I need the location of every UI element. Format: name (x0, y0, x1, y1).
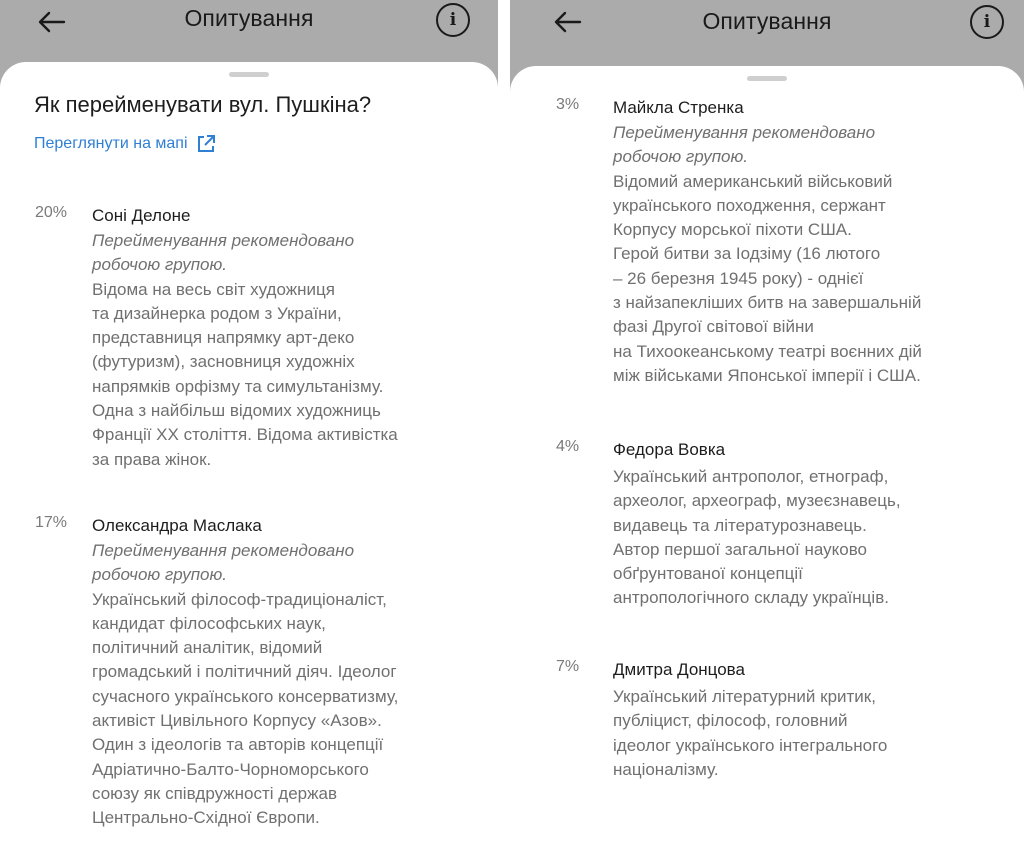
page-title: Опитування (702, 8, 832, 34)
recommended-note: Перейменування рекомендовано (92, 541, 355, 560)
option-percent: 4% (556, 438, 580, 455)
poll-screen-left (0, 0, 498, 865)
description-line: та дизайнерка родом з України, (92, 303, 342, 323)
option-percent: 17% (35, 514, 68, 531)
sheet-handle[interactable] (229, 72, 269, 77)
description-line: обґрунтованої концепції (613, 564, 803, 584)
bottom-sheet (0, 62, 498, 865)
description-line: українського походження, сержант (613, 195, 886, 215)
description-line: Центрально-Східної Європи. (92, 808, 320, 828)
option-name: Федора Вовка (613, 440, 726, 459)
description-line: на Тихоокеанському театрі воєнних дій (613, 341, 922, 361)
description-line: Український філософ-традиціоналіст, (92, 589, 387, 609)
external-link-icon (196, 134, 216, 154)
info-icon: i (983, 12, 991, 32)
option-name: Соні Делоне (92, 206, 191, 225)
page-title: Опитування (184, 5, 314, 31)
option-description (613, 685, 1010, 782)
description-line: фазі Другої світової війни (613, 317, 814, 337)
view-on-map-label: Переглянути на мапі (34, 135, 188, 152)
description-line: Герой битви за Іодзіму (16 лютого (613, 244, 881, 264)
bottom-sheet (510, 66, 1024, 865)
description-line: напрямків орфізму та симультанізму. (92, 376, 384, 396)
recommended-note: робочою групою. (613, 147, 749, 167)
option-name: Дмитра Донцова (613, 660, 745, 679)
recommended-note: робочою групою. (92, 565, 228, 585)
option-description (92, 229, 484, 472)
recommended-note: Перейменування рекомендовано (92, 231, 355, 250)
description-line: Український літературний критик, (613, 687, 876, 706)
info-icon: i (449, 10, 457, 30)
option-percent: 3% (556, 96, 580, 113)
recommended-note: робочою групою. (92, 255, 228, 275)
description-line: публіцист, філософ, головний (613, 711, 848, 731)
app-bar (510, 0, 1024, 60)
option-percent: 20% (35, 204, 68, 221)
description-line: націоналізму. (613, 759, 719, 779)
description-line: союзу як співдружності держав (92, 783, 337, 803)
sheet-handle[interactable] (747, 76, 787, 81)
option-description (92, 539, 484, 831)
option-description (613, 465, 1010, 611)
info-button[interactable] (436, 3, 470, 37)
description-line: політичний аналітик, відомий (92, 638, 323, 658)
description-line: Одна з найбільш відомих художниць (92, 401, 381, 421)
description-line: Відомий американський військовий (613, 171, 893, 191)
description-line: громадський і політичний діяч. Ідеолог (92, 662, 397, 682)
description-line: з найзапекліших битв на завершальній (613, 293, 922, 313)
description-line: представниця напрямку арт-деко (92, 328, 355, 348)
description-line: сучасного українського консерватизму, (92, 686, 399, 706)
description-line: Один з ідеологів та авторів концепції (92, 735, 384, 755)
description-line: ідеолог українського інтегрального (613, 735, 888, 755)
description-line: активіст Цивільного Корпусу «Азов». (92, 711, 382, 731)
description-line: Автор першої загальної науково (613, 539, 868, 559)
poll-screen-right (510, 0, 1024, 865)
option-percent: 7% (556, 658, 580, 675)
description-line: Адріатично-Балто-Чорноморського (92, 759, 369, 779)
description-line: антропологічного складу українців. (613, 588, 889, 608)
option-description (613, 121, 1010, 388)
app-bar (0, 0, 498, 60)
description-line: Український антрополог, етнограф, (613, 467, 889, 486)
info-button[interactable] (970, 5, 1004, 39)
description-line: Відома на весь світ художниця (92, 279, 335, 299)
option-name: Олександра Маслака (92, 516, 262, 535)
view-on-map-link[interactable] (34, 134, 216, 154)
description-line: археолог, археограф, музеєзнавець, (613, 491, 901, 511)
description-line: за права жінок. (92, 449, 212, 469)
description-line: (футуризм), засновниця художніх (92, 352, 355, 372)
option-name: Майкла Стренка (613, 98, 744, 117)
description-line: – 26 березня 1945 року) - однієї (613, 268, 864, 288)
description-line: між військами Японської імперії і США. (613, 365, 921, 385)
poll-question: Як перейменувати вул. Пушкіна? (34, 92, 372, 117)
description-line: Корпусу морської піхоти США. (613, 220, 852, 240)
description-line: кандидат філософських наук, (92, 613, 326, 633)
description-line: Франції XX століття. Відома активістка (92, 425, 398, 445)
recommended-note: Перейменування рекомендовано (613, 123, 876, 142)
description-line: видавець та літературознавець. (613, 515, 867, 535)
